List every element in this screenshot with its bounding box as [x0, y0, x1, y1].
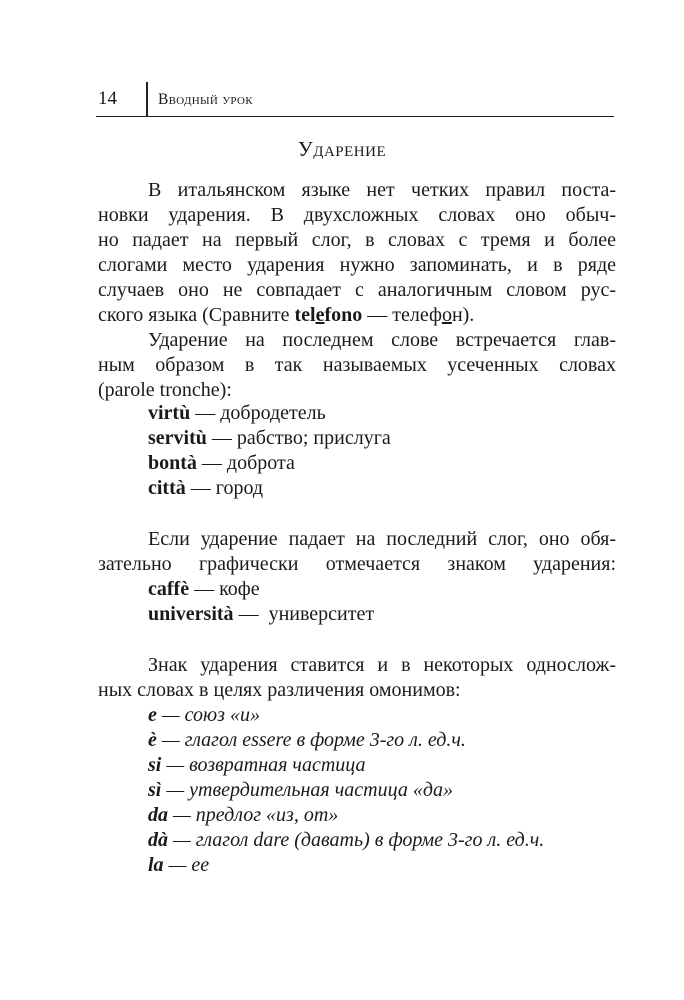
- example-translation: — ее: [163, 854, 210, 876]
- example-word: città: [148, 477, 186, 499]
- examples-truncated-words: [148, 401, 391, 501]
- example-word: è: [148, 729, 157, 751]
- example-translation: — глагол dare (давать) в форме 3-го л. ед.ч.: [168, 829, 545, 851]
- stressed-vowel: о: [441, 304, 452, 326]
- text-line: Ударение на последнем слове встречается глав-: [148, 329, 616, 351]
- section-title: Ударение: [297, 137, 387, 161]
- example-word: università: [148, 603, 234, 625]
- example-word: e: [148, 704, 157, 726]
- text-line: ных словах в целях различения омонимов:: [98, 679, 461, 701]
- example-row: [148, 451, 391, 476]
- example-row: [148, 803, 544, 828]
- example-translation: — союз «и»: [156, 704, 260, 726]
- text-line: ным образом в так называемых усеченных словах: [98, 354, 616, 376]
- example-word: si: [148, 754, 162, 776]
- italian-word-telefono: telefono: [294, 304, 363, 326]
- text-line: слогами место ударения нужно запоминать, и в ряде: [98, 254, 616, 276]
- paragraph-accent-mark: [98, 527, 616, 577]
- example-translation: — город: [185, 477, 264, 499]
- text-line: новки ударения. В двухсложных словах оно обыч-: [98, 204, 616, 226]
- example-row: [148, 577, 374, 602]
- example-row: [148, 401, 391, 426]
- text-line: зательно графически отмечается знаком ударения:: [98, 553, 616, 575]
- example-row: [148, 703, 544, 728]
- example-translation: — доброта: [196, 452, 295, 474]
- paragraph-homonyms: [98, 653, 616, 703]
- stressed-vowel: e: [315, 304, 325, 326]
- examples-accent-mark: [148, 577, 374, 627]
- page-number: 14: [98, 88, 117, 109]
- examples-homonyms: [148, 703, 544, 878]
- example-translation: — предлог «из, от»: [168, 804, 339, 826]
- example-translation: — университет: [233, 603, 375, 625]
- text-line-comparison: ского языка (Сравните telefono — телефон).: [98, 304, 475, 326]
- running-title: Вводный урок: [158, 91, 253, 108]
- text-line: случаев оно не совпадает с аналогичным словом рус-: [98, 279, 616, 301]
- running-header: [96, 80, 614, 117]
- header-divider: [146, 82, 148, 116]
- example-word: sì: [148, 779, 162, 801]
- example-word: bontà: [148, 452, 197, 474]
- example-row: [148, 853, 544, 878]
- example-translation: — кофе: [189, 578, 260, 600]
- example-row: [148, 602, 374, 627]
- text-line: В итальянском языке нет четких правил поста-: [148, 179, 616, 201]
- paragraph-truncated-words: [98, 328, 616, 403]
- example-word: virtù: [148, 402, 191, 424]
- text-line: но падает на первый слог, в словах с тремя и более: [98, 229, 616, 251]
- example-translation: — утвердительная частица «да»: [161, 779, 453, 801]
- example-row: [148, 476, 391, 501]
- example-word: servitù: [148, 427, 207, 449]
- example-row: [148, 778, 544, 803]
- example-row: [148, 753, 544, 778]
- example-row: [148, 426, 391, 451]
- example-word: caffè: [148, 578, 190, 600]
- text-line: (parole tronche):: [98, 379, 232, 401]
- text-line: Если ударение падает на последний слог, оно обя-: [148, 528, 616, 550]
- example-translation: — глагол essere в форме 3-го л. ед.ч.: [156, 729, 466, 751]
- example-translation: — рабство; прислуга: [206, 427, 391, 449]
- example-word: dà: [148, 829, 168, 851]
- example-word: la: [148, 854, 164, 876]
- example-translation: — возвратная частица: [161, 754, 366, 776]
- paragraph-stress-intro: [98, 178, 616, 328]
- example-word: da: [148, 804, 168, 826]
- text-line: Знак ударения ставится и в некоторых однослож-: [148, 654, 616, 676]
- example-row: [148, 728, 544, 753]
- example-translation: — добродетель: [190, 402, 326, 424]
- example-row: [148, 828, 544, 853]
